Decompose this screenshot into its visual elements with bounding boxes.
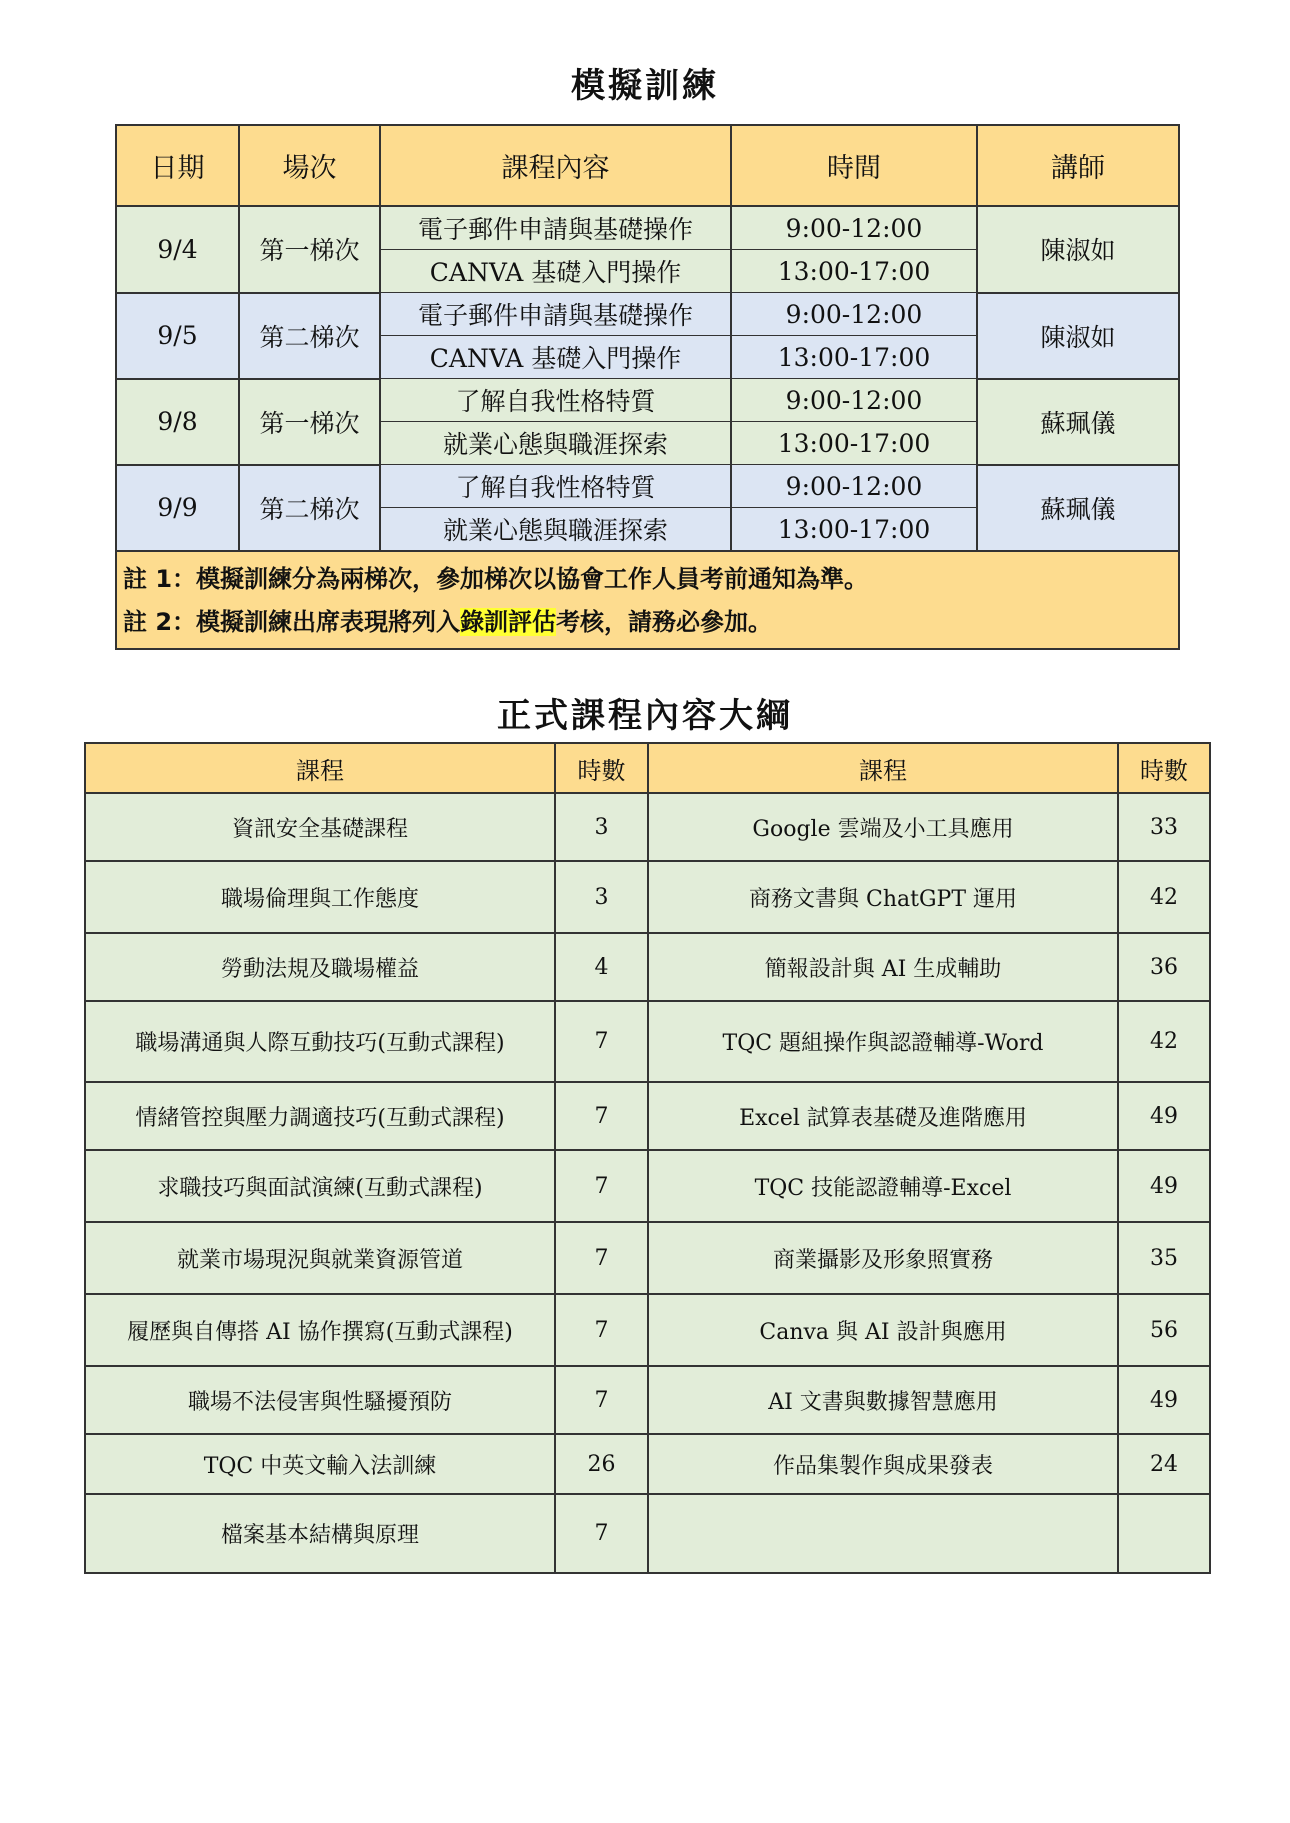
session-cell: 第二梯次 [239, 465, 380, 552]
schedule-row [116, 293, 1179, 336]
hours-left-cell: 7 [555, 1001, 648, 1082]
note-2 [123, 601, 1172, 644]
header-course-content: 課程內容 [380, 125, 731, 206]
hours-left-cell: 26 [555, 1434, 648, 1494]
course-right-cell: TQC 題組操作與認證輔導-Word [648, 1001, 1118, 1082]
schedule-row [116, 465, 1179, 508]
course-right-cell: 作品集製作與成果發表 [648, 1434, 1118, 1494]
simulation-title: 模擬訓練 [571, 66, 719, 106]
date-cell: 9/9 [116, 465, 239, 552]
session-cell: 第二梯次 [239, 293, 380, 379]
hours-right-cell: 56 [1118, 1294, 1210, 1366]
time-cell: 13:00-17:00 [731, 422, 977, 465]
notes-cell [116, 551, 1179, 649]
header-course-left: 課程 [85, 743, 555, 793]
time-cell: 13:00-17:00 [731, 336, 977, 379]
hours-left-cell: 7 [555, 1494, 648, 1573]
date-cell: 9/8 [116, 379, 239, 465]
hours-left-cell: 7 [555, 1222, 648, 1294]
time-cell: 9:00-12:00 [731, 206, 977, 250]
date-cell: 9/5 [116, 293, 239, 379]
header-course-right: 課程 [648, 743, 1118, 793]
course-left-cell: 求職技巧與面試演練(互動式課程) [85, 1150, 555, 1222]
outline-row [85, 1082, 1210, 1150]
course-left-cell: 職場溝通與人際互動技巧(互動式課程) [85, 1001, 555, 1082]
hours-left-cell: 3 [555, 793, 648, 861]
hours-right-cell: 36 [1118, 933, 1210, 1001]
hours-right-cell: 49 [1118, 1082, 1210, 1150]
outline-row [85, 1222, 1210, 1294]
hours-right-cell: 42 [1118, 861, 1210, 933]
course-cell: CANVA 基礎入門操作 [380, 250, 731, 293]
hours-left-cell: 7 [555, 1366, 648, 1434]
hours-right-cell [1118, 1494, 1210, 1573]
time-cell: 9:00-12:00 [731, 293, 977, 336]
outline-row [85, 1150, 1210, 1222]
course-cell: 了解自我性格特質 [380, 465, 731, 508]
outline-header-row [85, 743, 1210, 793]
note-2-before: 註 2：模擬訓練出席表現將列入 [123, 608, 461, 636]
date-cell: 9/4 [116, 206, 239, 293]
time-cell: 9:00-12:00 [731, 379, 977, 422]
header-hours-left: 時數 [555, 743, 648, 793]
time-cell: 9:00-12:00 [731, 465, 977, 508]
hours-right-cell: 33 [1118, 793, 1210, 861]
course-right-cell: 商務文書與 ChatGPT 運用 [648, 861, 1118, 933]
course-left-cell: 履歷與自傳搭 AI 協作撰寫(互動式課程) [85, 1294, 555, 1366]
instructor-cell: 蘇珮儀 [977, 465, 1179, 552]
course-left-cell: TQC 中英文輸入法訓練 [85, 1434, 555, 1494]
outline-row [85, 861, 1210, 933]
course-right-cell [648, 1494, 1118, 1573]
course-left-cell: 檔案基本結構與原理 [85, 1494, 555, 1573]
course-left-cell: 就業市場現況與就業資源管道 [85, 1222, 555, 1294]
hours-left-cell: 7 [555, 1082, 648, 1150]
hours-right-cell: 24 [1118, 1434, 1210, 1494]
hours-left-cell: 7 [555, 1150, 648, 1222]
course-cell: CANVA 基礎入門操作 [380, 336, 731, 379]
course-left-cell: 職場倫理與工作態度 [85, 861, 555, 933]
course-right-cell: 簡報設計與 AI 生成輔助 [648, 933, 1118, 1001]
course-right-cell: Canva 與 AI 設計與應用 [648, 1294, 1118, 1366]
instructor-cell: 蘇珮儀 [977, 379, 1179, 465]
note-1: 註 1：模擬訓練分為兩梯次，參加梯次以協會工作人員考前通知為準。 [123, 565, 869, 593]
course-right-cell: Excel 試算表基礎及進階應用 [648, 1082, 1118, 1150]
note-2-highlight: 錄訓評估 [460, 608, 557, 636]
outline-row [85, 793, 1210, 861]
header-date: 日期 [116, 125, 239, 206]
hours-right-cell: 49 [1118, 1150, 1210, 1222]
header-time: 時間 [731, 125, 977, 206]
course-left-cell: 情緒管控與壓力調適技巧(互動式課程) [85, 1082, 555, 1150]
hours-left-cell: 4 [555, 933, 648, 1001]
course-left-cell: 資訊安全基礎課程 [85, 793, 555, 861]
outline-table [84, 742, 1211, 1574]
outline-row [85, 1366, 1210, 1434]
header-instructor: 講師 [977, 125, 1179, 206]
note-2-after: 考核，請務必參加。 [556, 608, 773, 636]
session-cell: 第一梯次 [239, 379, 380, 465]
hours-right-cell: 49 [1118, 1366, 1210, 1434]
course-right-cell: 商業攝影及形象照實務 [648, 1222, 1118, 1294]
time-cell: 13:00-17:00 [731, 508, 977, 552]
course-left-cell: 職場不法侵害與性騷擾預防 [85, 1366, 555, 1434]
course-right-cell: TQC 技能認證輔導-Excel [648, 1150, 1118, 1222]
outline-row [85, 1294, 1210, 1366]
simulation-header-row [116, 125, 1179, 206]
outline-row [85, 1001, 1210, 1082]
outline-title: 正式課程內容大綱 [497, 696, 793, 736]
course-right-cell: Google 雲端及小工具應用 [648, 793, 1118, 861]
schedule-row [116, 206, 1179, 250]
course-cell: 就業心態與職涯探索 [380, 508, 731, 552]
schedule-row [116, 379, 1179, 422]
outline-row [85, 933, 1210, 1001]
notes-row [116, 551, 1179, 649]
course-cell: 電子郵件申請與基礎操作 [380, 293, 731, 336]
course-right-cell: AI 文書與數據智慧應用 [648, 1366, 1118, 1434]
course-cell: 就業心態與職涯探索 [380, 422, 731, 465]
hours-left-cell: 7 [555, 1294, 648, 1366]
course-cell: 了解自我性格特質 [380, 379, 731, 422]
instructor-cell: 陳淑如 [977, 293, 1179, 379]
course-left-cell: 勞動法規及職場權益 [85, 933, 555, 1001]
time-cell: 13:00-17:00 [731, 250, 977, 293]
header-hours-right: 時數 [1118, 743, 1210, 793]
outline-row [85, 1434, 1210, 1494]
hours-right-cell: 35 [1118, 1222, 1210, 1294]
outline-row [85, 1494, 1210, 1573]
hours-right-cell: 42 [1118, 1001, 1210, 1082]
header-session: 場次 [239, 125, 380, 206]
course-cell: 電子郵件申請與基礎操作 [380, 206, 731, 250]
instructor-cell: 陳淑如 [977, 206, 1179, 293]
session-cell: 第一梯次 [239, 206, 380, 293]
hours-left-cell: 3 [555, 861, 648, 933]
simulation-table [115, 124, 1180, 650]
